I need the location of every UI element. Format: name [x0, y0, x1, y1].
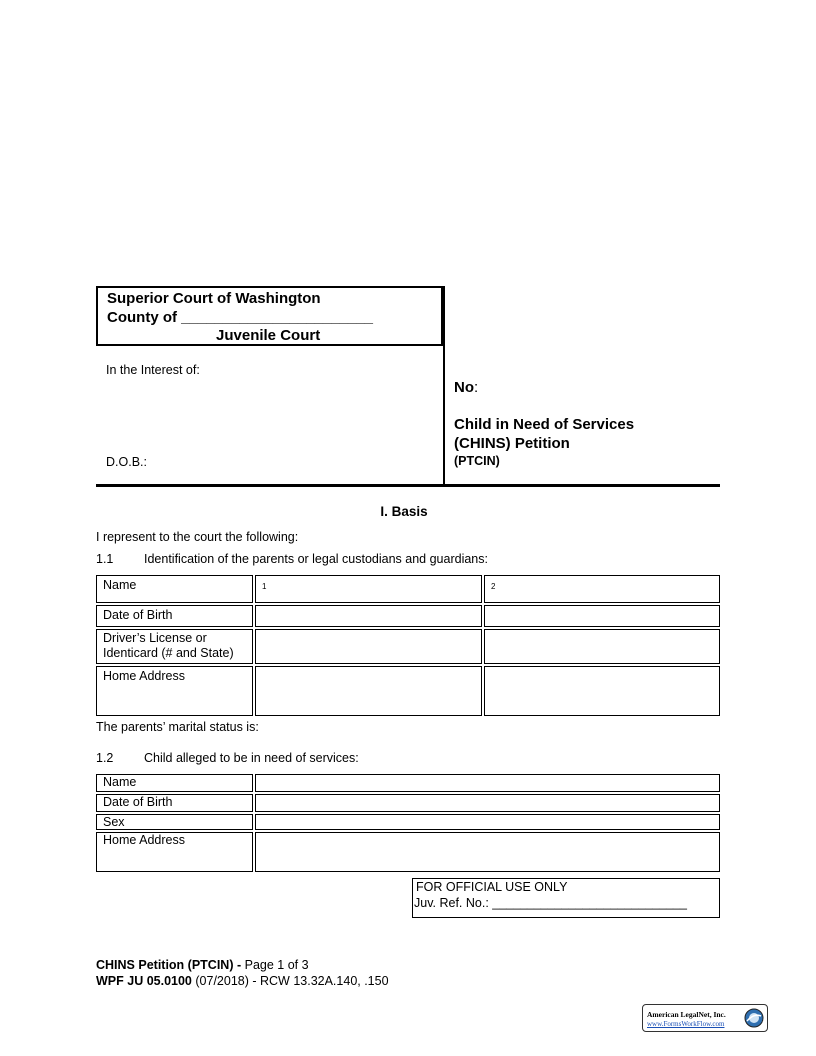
table-row: [96, 794, 720, 812]
logo-url: www.FormsWorkFlow.com: [647, 1020, 725, 1028]
table-row: [96, 629, 720, 664]
form-title-line2: (CHINS) Petition: [454, 435, 570, 452]
child-label-address: Home Address: [96, 832, 253, 872]
marital-status-label: The parents’ marital status is:: [96, 720, 259, 734]
row-label-dob: Date of Birth: [96, 605, 253, 627]
caption-rule: [96, 484, 720, 487]
case-number: [454, 379, 478, 396]
parent2-license-cell[interactable]: [484, 629, 720, 664]
footer-form-code: WPF JU 05.0100: [96, 974, 192, 988]
row-label-license: Driver’s License or Identicard (# and State): [96, 629, 253, 664]
parent1-name-cell[interactable]: [255, 575, 482, 603]
parent1-license-cell[interactable]: [255, 629, 482, 664]
item-1-2-number: 1.2: [96, 751, 114, 765]
parent1-dob-cell[interactable]: [255, 605, 482, 627]
official-use-title: FOR OFFICIAL USE ONLY: [416, 880, 568, 894]
table-row: [96, 832, 720, 872]
parent2-marker: 2: [491, 582, 496, 591]
dob-label: D.O.B.:: [106, 455, 147, 469]
parent2-name-cell[interactable]: [484, 575, 720, 603]
item-1-1-number: 1.1: [96, 552, 114, 566]
juv-ref-field[interactable]: Juv. Ref. No.: ____________________________: [414, 896, 687, 910]
child-dob-cell[interactable]: [255, 794, 720, 812]
parents-table: [94, 573, 722, 718]
table-row: [96, 605, 720, 627]
caption-divider: [443, 286, 445, 486]
juvenile-court: Juvenile Court: [216, 327, 321, 344]
official-use-box: [412, 878, 720, 918]
table-row: [96, 575, 720, 603]
section-heading: [0, 504, 816, 519]
child-label-name: Name: [96, 774, 253, 792]
case-number-colon: :: [474, 379, 479, 396]
intro-text: I represent to the court the following:: [96, 530, 299, 544]
child-sex-cell[interactable]: [255, 814, 720, 830]
child-name-cell[interactable]: [255, 774, 720, 792]
table-row: [96, 814, 720, 830]
globe-icon: [743, 1007, 765, 1029]
section-heading-text: I. Basis: [380, 504, 428, 519]
row-label-address: Home Address: [96, 666, 253, 716]
child-label-sex: Sex: [96, 814, 253, 830]
parent2-dob-cell[interactable]: [484, 605, 720, 627]
form-title-line1: Child in Need of Services: [454, 416, 635, 433]
county-line: County of _______________________: [107, 309, 374, 326]
interest-label: In the Interest of:: [106, 363, 200, 377]
parent1-marker: 1: [262, 582, 267, 591]
parent2-address-cell[interactable]: [484, 666, 720, 716]
footer-line1: [96, 958, 309, 972]
table-row: [96, 774, 720, 792]
footer-line2: [96, 974, 389, 988]
court-name: Superior Court of Washington: [107, 290, 321, 307]
form-code: (PTCIN): [454, 454, 500, 468]
case-number-label: No: [454, 379, 474, 396]
item-1-1-text: Identification of the parents or legal custodians and guardians:: [144, 552, 488, 566]
child-address-cell[interactable]: [255, 832, 720, 872]
parent1-address-cell[interactable]: [255, 666, 482, 716]
child-label-dob: Date of Birth: [96, 794, 253, 812]
footer-form-name: CHINS Petition (PTCIN) -: [96, 958, 242, 972]
logo-company: American LegalNet, Inc.: [647, 1010, 726, 1019]
footer-revision: (07/2018) - RCW 13.32A.140, .150: [195, 974, 389, 988]
legalnet-logo[interactable]: [642, 1004, 768, 1032]
table-row: [96, 666, 720, 716]
child-table: [94, 772, 722, 874]
court-caption-box: [96, 286, 443, 346]
footer-page: Page 1 of 3: [244, 958, 309, 972]
item-1-2-text: Child alleged to be in need of services:: [144, 751, 359, 765]
row-label-name: Name: [96, 575, 253, 603]
